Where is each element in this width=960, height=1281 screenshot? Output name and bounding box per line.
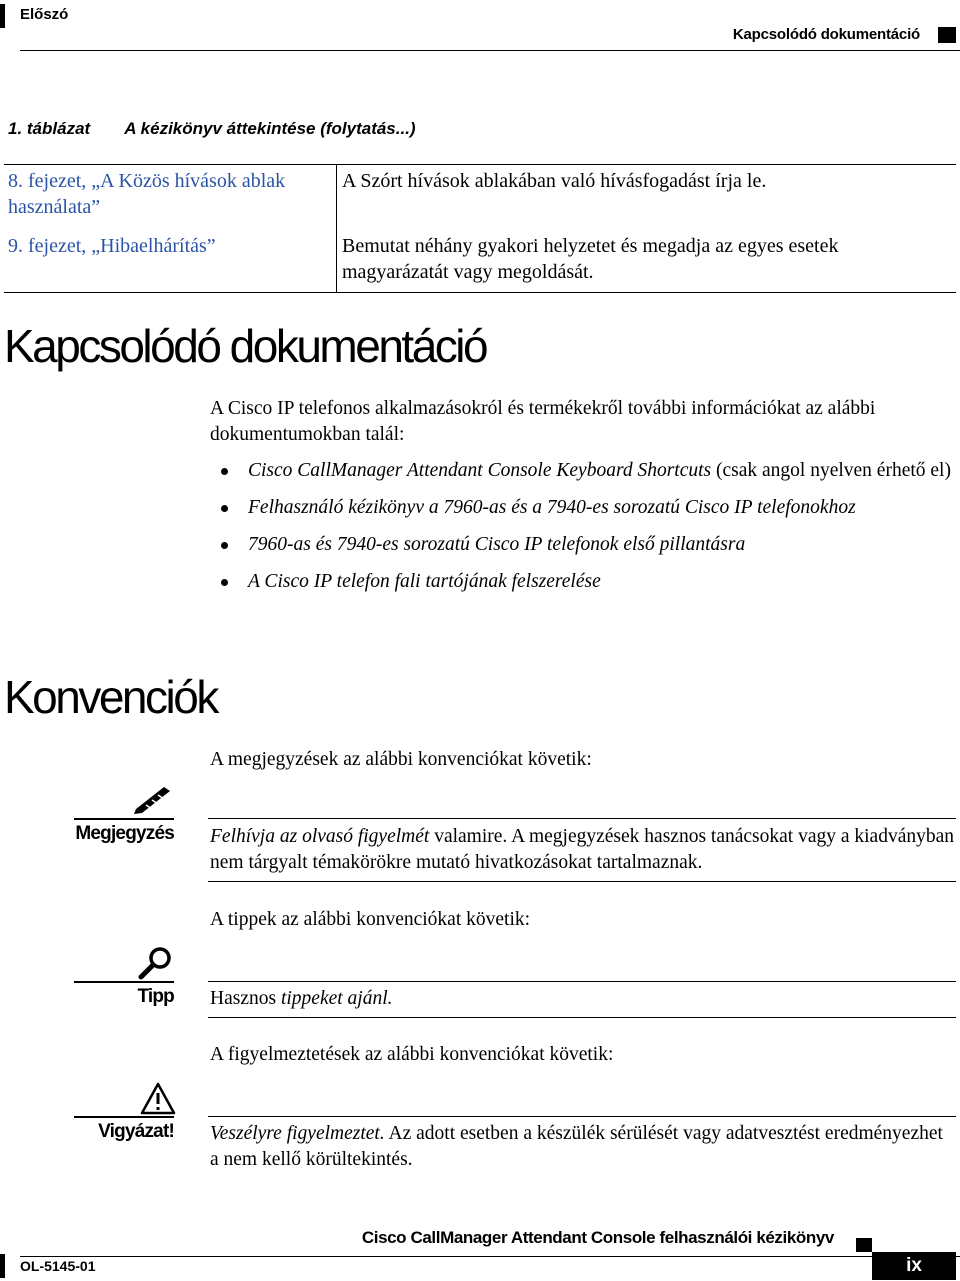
related-docs-list: [210, 458, 958, 606]
table-row-chapter-link[interactable]: 8. fejezet, „A Közös hívások ablak használata”: [8, 170, 286, 218]
list-item: [210, 569, 958, 595]
footer-doc-id: OL-5145-01: [20, 1258, 96, 1274]
table-rule-bottom: [4, 292, 956, 293]
table-rule-top: [4, 164, 956, 165]
caution-emphasis: Veszélyre figyelmeztet.: [210, 1123, 385, 1144]
header-section: Előszó: [20, 6, 69, 23]
note-rule-bottom: [208, 881, 956, 882]
table-row-description: A Szórt hívások ablakában való hívásfogadást írja le.: [342, 170, 767, 192]
table-column-divider: [336, 164, 337, 292]
doc-title: A Cisco IP telefon fali tartójának felszerelése: [248, 571, 601, 592]
tip-rule-bottom: [208, 1017, 956, 1018]
warning-icon: [140, 1082, 176, 1116]
tip-text: [210, 986, 955, 1012]
doc-title: Cisco CallManager Attendant Console Keyboard Shortcuts: [248, 460, 712, 481]
tip-body: Hasznos: [210, 988, 281, 1009]
tip-label: Tipp: [137, 986, 174, 1007]
caution-body: Az adott esetben a készülék sérülését vagy adatvesztést eredményezhet a nem kellő körültekintés.: [210, 1123, 943, 1170]
tip-intro: A tippek az alábbi konvenciókat követik:: [210, 909, 531, 930]
note-body: valamire. A megjegyzések hasznos tanácsokat vagy a kiadványban nem tárgyalt témakörökre mutató hivatkozásokat tartalmaznak.: [210, 826, 955, 873]
note-emphasis: Felhívja az olvasó figyelmét: [210, 826, 430, 847]
pencil-icon: [132, 787, 176, 815]
table-caption-number: 1. táblázat: [8, 119, 91, 138]
page-number: ix: [872, 1252, 956, 1280]
tip-label-rule: [74, 981, 174, 983]
conventions-heading: Konvenciók: [4, 671, 217, 723]
magnifier-icon: [138, 946, 174, 980]
tip-rule-top: [208, 981, 956, 982]
header-bar: [0, 4, 5, 28]
doc-title: 7960-as és 7940-es sorozatú Cisco IP telefonok első pillantásra: [248, 534, 746, 555]
footer-rule: [20, 1256, 960, 1257]
caution-text: [210, 1121, 955, 1173]
tip-emphasis: tippeket ajánl.: [280, 988, 393, 1009]
note-intro: A megjegyzések az alábbi konvenciókat követik:: [210, 749, 592, 770]
doc-note: (csak angol nyelven érhető el): [711, 460, 951, 481]
table-caption-title: A kézikönyv áttekintése (folytatás...): [124, 119, 416, 138]
table-row-description: Bemutat néhány gyakori helyzetet és megadja az egyes esetek magyarázatát vagy megoldását.: [342, 235, 839, 283]
caution-label: Vigyázat!: [98, 1121, 174, 1142]
footer-bar: [0, 1254, 5, 1278]
caution-intro: A figyelmeztetések az alábbi konvenciókat követik:: [210, 1044, 614, 1065]
note-rule-top: [208, 818, 956, 819]
list-item: [210, 495, 958, 521]
footer-book-title: Cisco CallManager Attendant Console felhasználói kézikönyv: [361, 1228, 834, 1247]
header-marker: [938, 27, 956, 43]
list-item: [210, 458, 958, 484]
header-rule: [20, 50, 960, 51]
table-caption: [8, 119, 416, 139]
related-docs-heading: Kapcsolódó dokumentáció: [4, 320, 487, 372]
caution-rule-top: [208, 1116, 956, 1117]
note-label-rule: [74, 818, 174, 820]
note-label: Megjegyzés: [75, 823, 174, 844]
footer-marker: [856, 1238, 872, 1252]
table-row-chapter-link[interactable]: 9. fejezet, „Hibaelhárítás”: [8, 235, 216, 257]
header-running-title: Kapcsolódó dokumentáció: [732, 26, 920, 43]
note-text: [210, 824, 955, 876]
caution-label-rule: [74, 1116, 174, 1118]
doc-title: Felhasználó kézikönyv a 7960-as és a 7940-es sorozatú Cisco IP telefonokhoz: [248, 497, 856, 518]
related-docs-intro: A Cisco IP telefonos alkalmazásokról és termékekről további információkat az alábbi dokumentumokban talál:: [210, 398, 876, 445]
list-item: [210, 532, 958, 558]
